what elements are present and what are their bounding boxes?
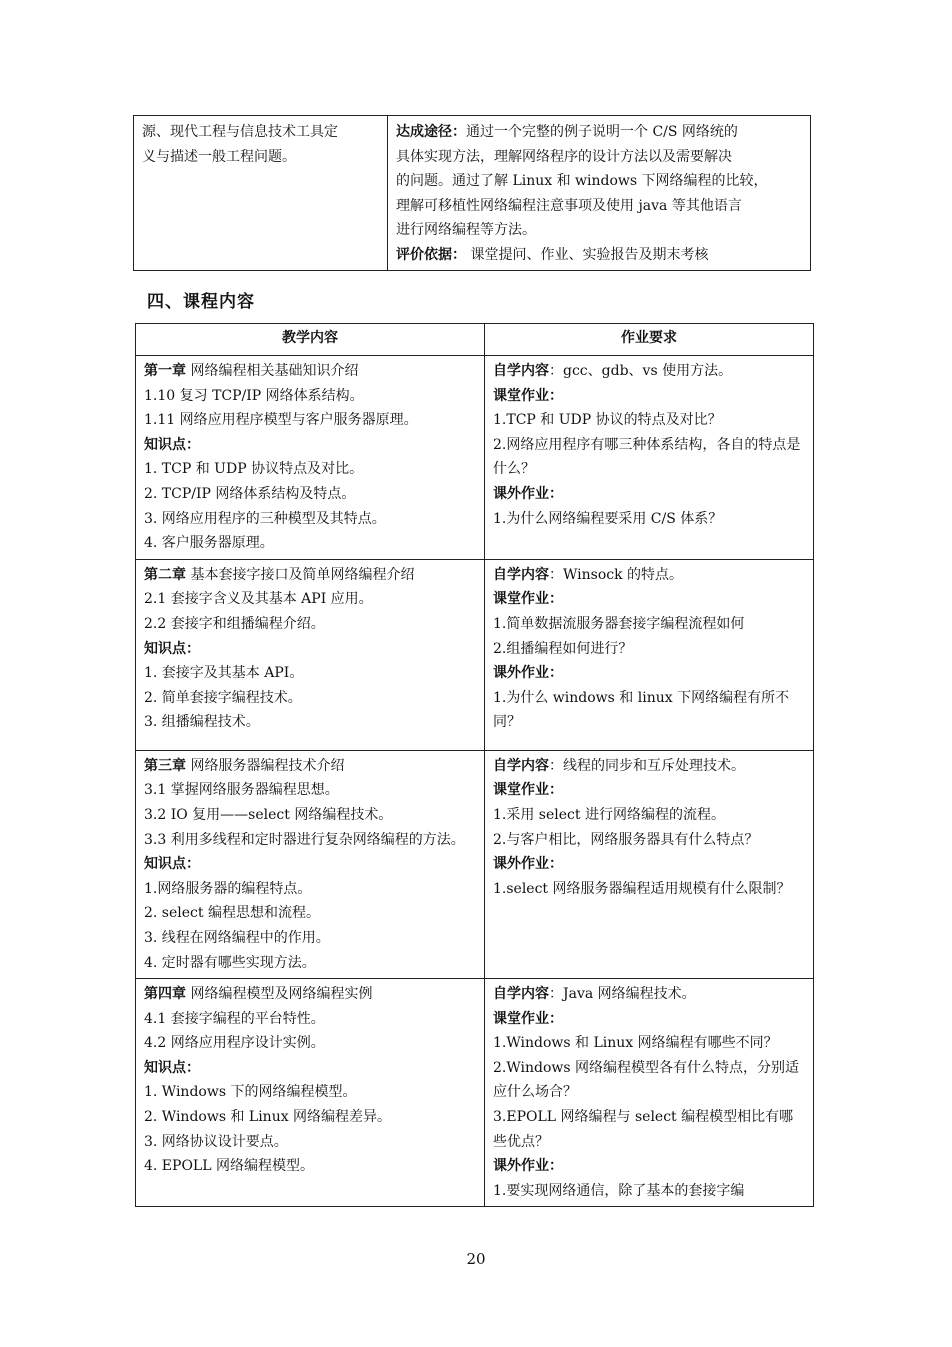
outcome-description-cell: [134, 116, 388, 271]
list-item: 2.2 套接字和组播编程介绍。: [144, 615, 325, 632]
list-item: 4.1 套接字编程的平台特性。: [144, 1010, 325, 1027]
text-line: 义与描述一般工程问题。: [142, 148, 296, 165]
chapter-title: 基本套接字接口及简单网络编程介绍: [186, 566, 415, 583]
list-item: 3.2 IO 复用——select 网络编程技术。: [144, 806, 393, 823]
teaching-content-cell: [136, 356, 485, 560]
class-assignment-item: 1.采用 select 进行网络编程的流程。: [493, 806, 725, 823]
chapter-title: 网络服务器编程技术介绍: [186, 757, 345, 774]
knowledge-item: 3. 网络协议设计要点。: [144, 1133, 288, 1150]
assignment-cell: [485, 979, 814, 1207]
chapter-heading: [144, 563, 476, 588]
class-assignment-label: 课堂作业：: [493, 782, 563, 799]
approach-cell: [388, 116, 811, 271]
chapter-label: 第三章: [144, 757, 186, 774]
class-assignment-label: 课堂作业：: [493, 591, 563, 608]
class-assignment-item: 2.网络应用程序有哪三种体系结构，各自的特点是什么？: [493, 436, 801, 478]
class-assignment-item: 1.简单数据流服务器套接字编程流程如何: [493, 615, 745, 632]
self-study-text: ：Winsock 的特点。: [549, 566, 684, 583]
knowledge-item: 1.网络服务器的编程特点。: [144, 880, 312, 897]
self-study-line: [493, 359, 805, 384]
table-row: [134, 116, 811, 271]
class-assignment-item: 1.Windows 和 Linux 网络编程有哪些不同？: [493, 1035, 778, 1052]
knowledge-item: 1. TCP 和 UDP 协议特点及对比。: [144, 461, 364, 478]
extra-assignment-label: 课外作业：: [493, 665, 563, 682]
class-assignment-item: 2.组播编程如何进行？: [493, 640, 633, 657]
chapter-title: 网络编程相关基础知识介绍: [186, 363, 359, 379]
approach-label: 达成途径：: [396, 124, 466, 140]
knowledge-item: 3. 组播编程技术。: [144, 714, 260, 731]
evaluation-line: [396, 243, 802, 268]
class-assignment-item: 3.EPOLL 网络编程与 select 编程模型相比有哪些优点？: [493, 1109, 794, 1150]
extra-assignment-item: 1.select 网络服务器编程适用规模有什么限制？: [493, 880, 791, 897]
knowledge-item: 2. TCP/IP 网络体系结构及特点。: [144, 485, 356, 502]
list-item: 3.1 掌握网络服务器编程思想。: [144, 782, 339, 799]
class-assignment-item: 2.Windows 网络编程模型各有什么特点，分别适应什么场合？: [493, 1059, 800, 1101]
self-study-line: [493, 982, 805, 1007]
list-item: 1.10 复习 TCP/IP 网络体系结构。: [144, 387, 364, 404]
knowledge-item: 3. 线程在网络编程中的作用。: [144, 929, 330, 946]
knowledge-label: 知识点：: [144, 640, 200, 657]
self-study-line: [493, 754, 805, 779]
page-number: 20: [466, 1250, 486, 1268]
class-assignment-label: 课堂作业：: [493, 1010, 563, 1027]
self-study-text: ：线程的同步和互斥处理技术。: [549, 757, 745, 774]
text-line: 的问题。通过了解 Linux 和 windows 下网络编程的比较，: [396, 173, 768, 190]
chapter-label: 第二章: [144, 566, 186, 583]
teaching-content-cell: [136, 979, 485, 1207]
text-line: 进行网络编程等方法。: [396, 222, 536, 239]
approach-text: 通过一个完整的例子说明一个 C/S 网络统的: [466, 124, 738, 140]
assignment-cell: [485, 559, 814, 750]
self-study-label: 自学内容: [493, 566, 549, 583]
chapter-title: 网络编程模型及网络编程实例: [186, 986, 373, 1003]
chapter-heading: [144, 359, 476, 384]
list-item: 3.3 利用多线程和定时器进行复杂网络编程的方法。: [144, 831, 465, 848]
knowledge-label: 知识点：: [144, 436, 200, 453]
self-study-label: 自学内容: [493, 363, 549, 379]
text-line: 源、现代工程与信息技术工具定: [142, 124, 338, 140]
knowledge-item: 4. 定时器有哪些实现方法。: [144, 954, 316, 971]
list-item: 2.1 套接字含义及其基本 API 应用。: [144, 591, 373, 608]
column-header-teaching-content: 教学内容: [136, 324, 485, 356]
approach-first-line: [396, 120, 802, 145]
knowledge-item: 1. 套接字及其基本 API。: [144, 665, 304, 682]
chapter-heading: [144, 754, 476, 779]
knowledge-label: 知识点：: [144, 1059, 200, 1076]
extra-assignment-label: 课外作业：: [493, 856, 563, 873]
knowledge-item: 3. 网络应用程序的三种模型及其特点。: [144, 510, 386, 527]
table-header-row: [136, 324, 814, 356]
table-row: [136, 979, 814, 1207]
teaching-content-cell: [136, 750, 485, 978]
evaluation-label: 评价依据：: [396, 246, 466, 263]
text-line: 理解可移植性网络编程注意事项及使用 java 等其他语言: [396, 197, 742, 214]
knowledge-item: 4. 客户服务器原理。: [144, 535, 274, 552]
self-study-text: ：gcc、gdb、vs 使用方法。: [549, 363, 733, 379]
extra-assignment-label: 课外作业：: [493, 485, 563, 502]
table-row: [136, 356, 814, 560]
knowledge-item: 2. select 编程思想和流程。: [144, 905, 320, 922]
extra-assignment-item: 1.为什么网络编程要采用 C/S 体系？: [493, 510, 723, 527]
chapter-label: 第四章: [144, 986, 186, 1003]
knowledge-item: 2. Windows 和 Linux 网络编程差异。: [144, 1109, 392, 1126]
course-content-table: [135, 323, 814, 1207]
extra-assignment-label: 课外作业：: [493, 1158, 563, 1175]
knowledge-item: 1. Windows 下的网络编程模型。: [144, 1084, 357, 1101]
class-assignment-item: 2.与客户相比，网络服务器具有什么特点？: [493, 831, 759, 848]
table-row: [136, 559, 814, 750]
self-study-label: 自学内容: [493, 757, 549, 774]
column-header-assignment: 作业要求: [485, 324, 814, 356]
self-study-label: 自学内容: [493, 986, 549, 1003]
chapter-heading: [144, 982, 476, 1007]
table-row: [136, 750, 814, 978]
outcome-table: [133, 115, 811, 271]
assignment-cell: [485, 356, 814, 560]
teaching-content-cell: [136, 559, 485, 750]
chapter-label: 第一章: [144, 363, 186, 379]
assignment-cell: [485, 750, 814, 978]
evaluation-text: 课堂提问、作业、实验报告及期末考核: [466, 246, 709, 263]
class-assignment-item: 1.TCP 和 UDP 协议的特点及对比？: [493, 412, 722, 429]
text-line: 具体实现方法，理解网络程序的设计方法以及需要解决: [396, 148, 732, 165]
class-assignment-label: 课堂作业：: [493, 387, 563, 404]
section-title: 四、课程内容: [147, 292, 255, 312]
list-item: 4.2 网络应用程序设计实例。: [144, 1035, 325, 1052]
self-study-line: [493, 563, 805, 588]
knowledge-item: 2. 简单套接字编程技术。: [144, 689, 302, 706]
list-item: 1.11 网络应用程序模型与客户服务器原理。: [144, 412, 418, 429]
self-study-text: ：Java 网络编程技术。: [549, 986, 696, 1003]
knowledge-item: 4. EPOLL 网络编程模型。: [144, 1158, 314, 1175]
extra-assignment-item: 1.为什么 windows 和 linux 下网络编程有所不同？: [493, 689, 790, 731]
knowledge-label: 知识点：: [144, 856, 200, 873]
extra-assignment-item: 1.要实现网络通信，除了基本的套接字编: [493, 1182, 745, 1199]
